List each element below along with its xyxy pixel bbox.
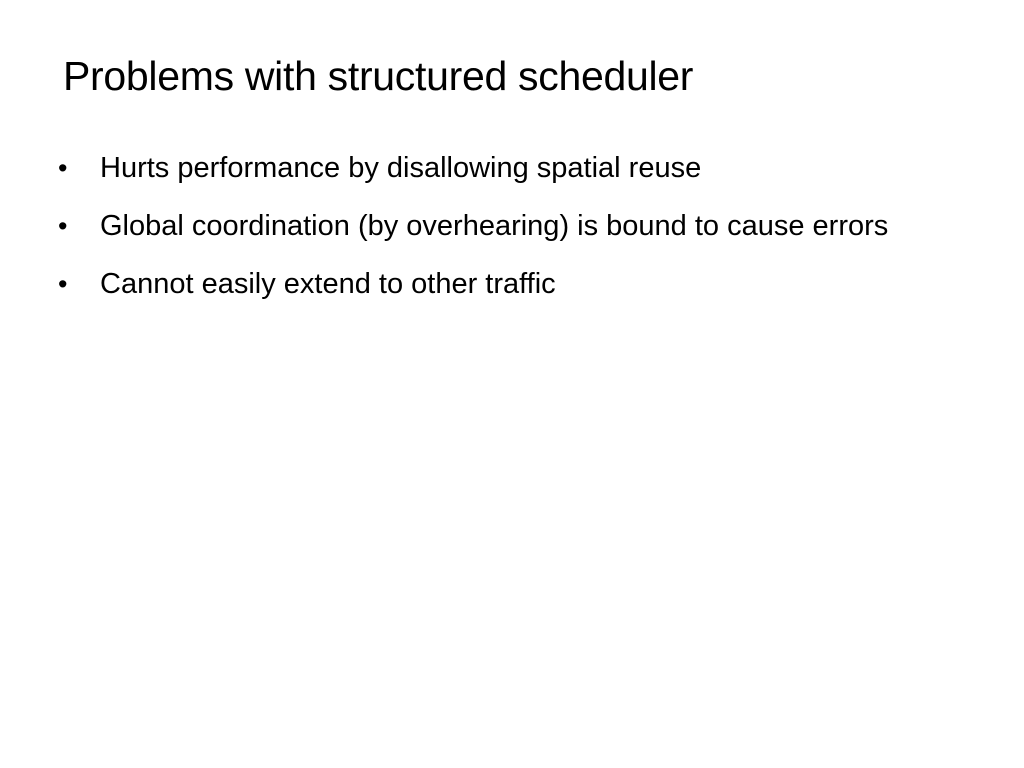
bullet-text: Global coordination (by overhearing) is bound to cause errors <box>100 210 889 242</box>
bullet-marker: • <box>58 269 68 299</box>
bullet-item-spatial-reuse <box>58 145 918 192</box>
bullet-item-other-traffic <box>58 261 918 308</box>
bullet-item-global-coordination <box>58 203 918 250</box>
bullet-marker: • <box>58 153 68 183</box>
bullet-list <box>58 145 918 319</box>
bullet-marker: • <box>58 211 68 241</box>
slide-title: Problems with structured scheduler <box>63 53 694 99</box>
bullet-text: Cannot easily extend to other traffic <box>100 268 556 300</box>
bullet-text: Hurts performance by disallowing spatial reuse <box>100 152 702 184</box>
